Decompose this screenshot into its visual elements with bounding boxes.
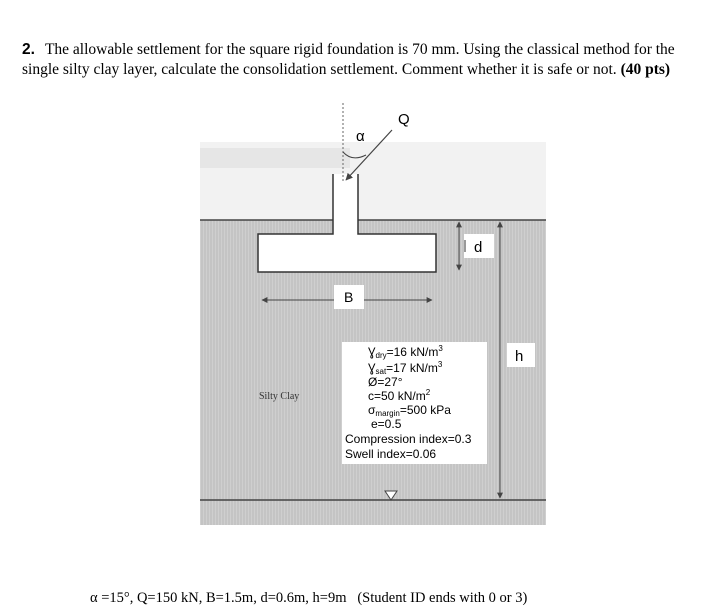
gamma-dry: Ɣdry=16 $kN/m^3$ xyxy=(368,344,443,360)
gamma-sat: Ɣsat=17 $kN/m^3$ xyxy=(368,360,443,376)
friction-angle: Ø=27° xyxy=(368,375,403,389)
question-body: The allowable settlement for the square rigid foundation is 70 mm. Using the classical method for the single silty clay layer, calculate the consolidation settlement. Comment whether it is safe or not. xyxy=(22,41,675,78)
given-values: α =15°, Q=150 kN, B=1.5m, d=0.6m, h=9m (Student ID ends with 0 or 3) xyxy=(90,590,528,606)
sigma-margin: σmargin=500 kPa xyxy=(368,403,451,418)
void-ratio: e=0.5 xyxy=(371,417,402,431)
d-label: d xyxy=(474,239,483,256)
question-points: (40 pts) xyxy=(620,61,671,78)
B-label: B xyxy=(344,289,354,305)
layer-label: Silty Clay xyxy=(259,391,300,402)
question-number: 2. xyxy=(22,41,35,58)
alpha-label: α xyxy=(356,128,365,145)
load-label-Q: Q xyxy=(398,111,410,128)
compression-index: Compression index=0.3 xyxy=(345,432,472,446)
swell-index: Swell index=0.06 xyxy=(345,447,437,461)
h-label: h xyxy=(515,348,524,365)
cohesion: c=50 $kN/m^2$ xyxy=(368,388,431,403)
